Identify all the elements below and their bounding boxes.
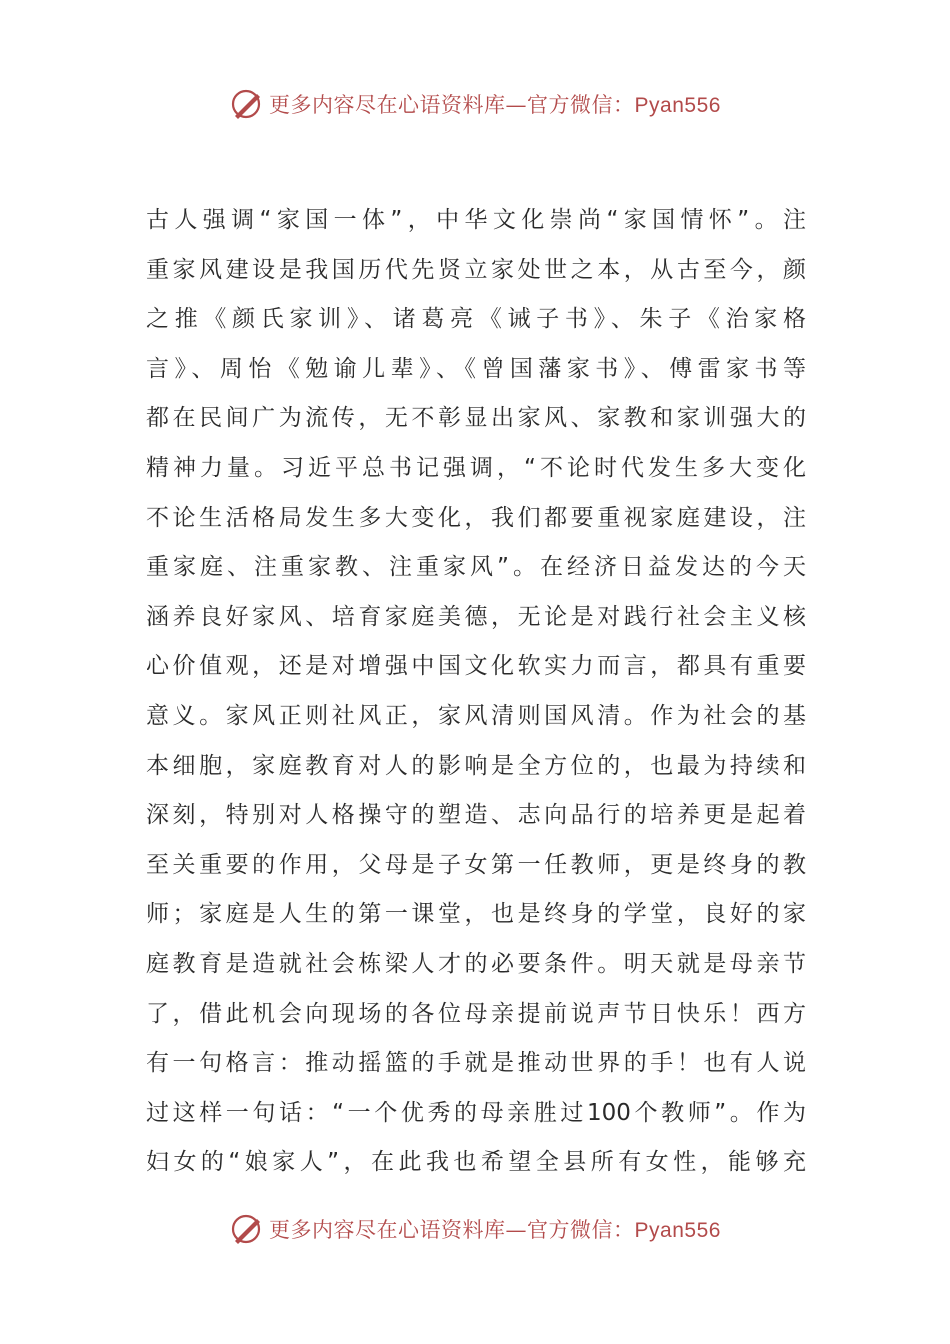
document-body <box>146 196 806 1188</box>
body-line: 涵养良好家风、培育家庭美德，无论是对践行社会主义核 <box>146 603 806 630</box>
pen-circle-logo-icon <box>229 1211 265 1247</box>
body-line: 意义。家风正则社风正，家风清则国风清。作为社会的基 <box>146 702 806 729</box>
body-line: 古人强调“家国一体”，中华文化崇尚“家国情怀”。注 <box>146 207 806 233</box>
body-line: 不论生活格局发生多大变化，我们都要重视家庭建设，注 <box>146 504 806 531</box>
body-line: 过这样一句话：“一个优秀的母亲胜过100个教师”。作为 <box>146 1099 806 1126</box>
body-line: 精神力量。习近平总书记强调，“不论时代发生多大变化 <box>146 454 806 481</box>
pen-circle-logo-icon <box>229 86 265 122</box>
body-line: 庭教育是造就社会栋梁人才的必要条件。明天就是母亲节 <box>146 950 806 977</box>
header-banner-text: 更多内容尽在心语资料库—官方微信：Pyan556 <box>269 93 721 117</box>
footer-banner <box>0 1209 950 1249</box>
body-line: 了，借此机会向现场的各位母亲提前说声节日快乐！西方 <box>146 1000 806 1027</box>
body-line: 都在民间广为流传，无不彰显出家风、家教和家训强大的 <box>146 405 806 432</box>
body-line: 有一句格言：推动摇篮的手就是推动世界的手！也有人说 <box>146 1050 806 1077</box>
body-line: 重家风建设是我国历代先贤立家处世之本，从古至今，颜 <box>146 256 806 283</box>
body-line: 心价值观，还是对增强中国文化软实力而言，都具有重要 <box>146 653 806 680</box>
footer-wechat-id: Pyan556 <box>634 1219 721 1242</box>
body-line: 言》、周怡《勉谕儿辈》、《曾国藩家书》、傅雷家书等 <box>146 355 806 382</box>
header-banner <box>0 84 950 124</box>
body-line: 本细胞，家庭教育对人的影响是全方位的，也最为持续和 <box>146 752 806 779</box>
body-line: 妇女的“娘家人”，在此我也希望全县所有女性，能够充 <box>146 1149 806 1176</box>
body-line: 至关重要的作用，父母是子女第一任教师，更是终身的教 <box>146 851 806 878</box>
body-line: 之推《颜氏家训》、诸葛亮《诫子书》、朱子《治家格 <box>146 306 806 333</box>
body-line: 师；家庭是人生的第一课堂，也是终身的学堂，良好的家 <box>146 901 806 928</box>
body-line: 重家庭、注重家教、注重家风”。在经济日益发达的今天 <box>146 554 806 581</box>
header-wechat-id: Pyan556 <box>634 94 721 117</box>
footer-banner-text: 更多内容尽在心语资料库—官方微信：Pyan556 <box>269 1218 721 1242</box>
body-line: 深刻，特别对人格操守的塑造、志向品行的培养更是起着 <box>146 802 806 829</box>
